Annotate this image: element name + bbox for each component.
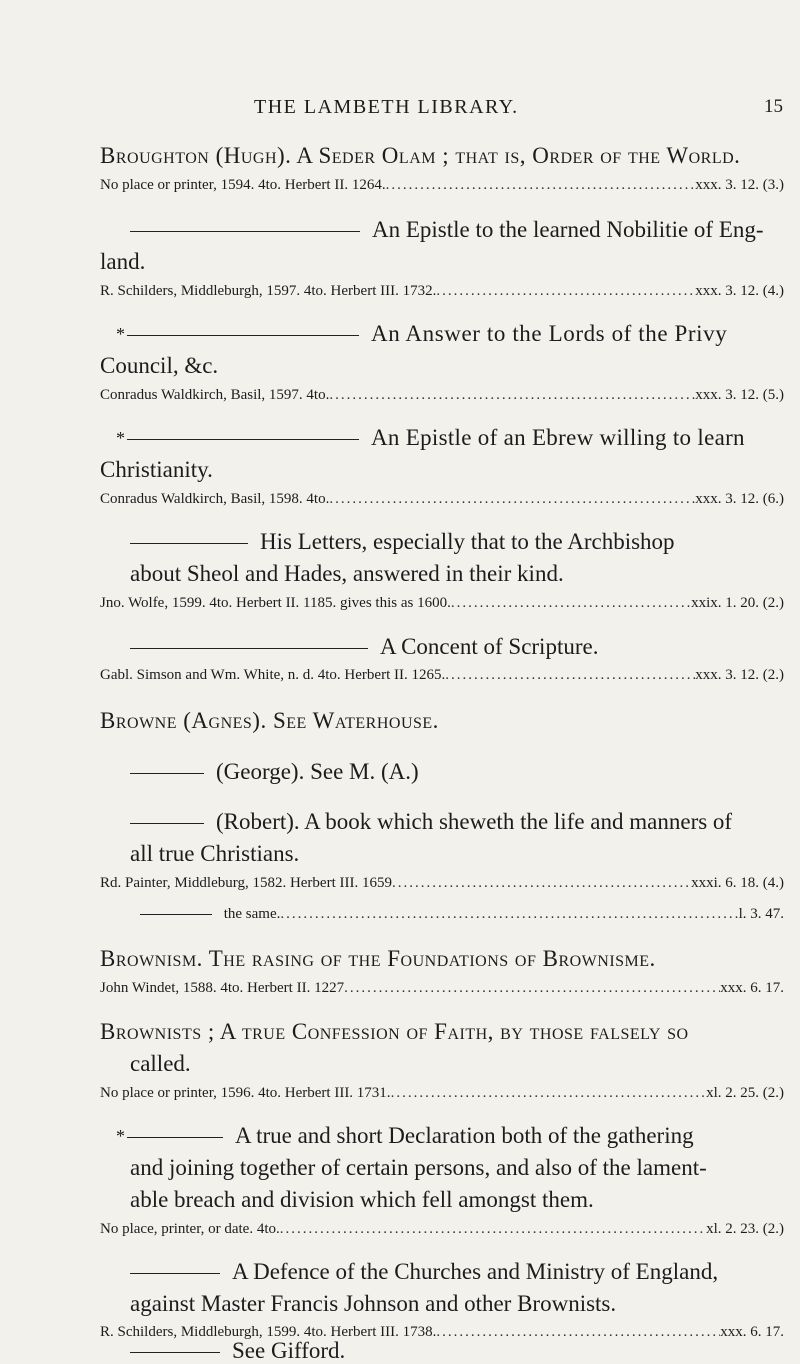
imprint-line [100,281,784,301]
leader-dots [445,665,695,685]
imprint-line [100,385,784,405]
shelfmark: xxxi. 6. 18. (4.) [691,875,784,891]
ditto-dash [130,648,368,649]
shelfmark: xxx. 3. 12. (6.) [695,491,784,507]
entry-heading [116,1120,694,1152]
entry-continuation: able breach and division which fell amongst them. [130,1187,594,1212]
ditto-dash [130,1352,220,1353]
imprint-text: No place or printer, 1594. 4to. Herbert II. 1264. [100,177,386,193]
header-title: THE LAMBETH LIBRARY. [254,96,519,118]
entry-heading [130,526,675,558]
asterisk-marker: * [116,428,125,448]
entry-heading [130,214,764,246]
imprint-line [140,904,784,924]
entry-heading [130,756,419,788]
entry-heading [130,1256,718,1288]
entry-text: (Robert). A book which sheweth the life and manners of [216,809,733,834]
entry-text: His Letters, especially that to the Archbishop [260,529,675,554]
entry-text: Broughton (Hugh). A Seder Olam ; that is, Order of the World. [100,143,741,168]
shelfmark: xxx. 3. 12. (5.) [695,387,784,403]
leader-dots [329,489,695,509]
entry-text: A Concent of Scripture. [380,634,599,659]
imprint-line [100,665,784,685]
leader-dots [280,1219,706,1239]
imprint-line [100,978,784,998]
ditto-dash [140,914,212,924]
shelfmark: xxx. 6. 17. [720,1324,784,1340]
leader-dots [344,978,720,998]
entry-heading [100,705,439,737]
imprint-line [100,1083,784,1103]
entry-text: See Gifford. [232,1338,346,1363]
ditto-dash [130,231,360,232]
entry-heading [130,806,732,838]
ditto-dash [130,773,204,774]
imprint-text: Conradus Waldkirch, Basil, 1598. 4to. [100,491,330,507]
leader-dots [436,281,695,301]
entry-continuation: Council, &c. [100,353,219,378]
entry-heading [100,943,656,975]
entry-heading [130,631,598,663]
shelfmark: xl. 2. 25. (2.) [706,1085,784,1101]
imprint-text: Jno. Wolfe, 1599. 4to. Herbert II. 1185. gives this as 1600. [100,595,451,611]
imprint-text: No place, printer, or date. 4to. [100,1221,280,1237]
entry-text: A true and short Declaration both of the gathering [235,1123,694,1148]
leader-dots [436,1322,720,1342]
imprint-text: the same. [223,906,281,922]
leader-dots [280,904,738,924]
entry-text: An Answer to the Lords of the Privy [371,321,728,346]
entry-text: Brownists ; A true Confession of Faith, by those falsely so [100,1019,689,1044]
ditto-dash [127,439,359,440]
entry-text: (George). See M. (A.) [216,759,419,784]
shelfmark: xxx. 6. 17. [720,980,784,996]
entry-heading [100,1016,689,1048]
shelfmark: l. 3. 47. [738,906,784,922]
entry-continuation: about Sheol and Hades, answered in their kind. [130,561,564,586]
entry-text: A Defence of the Churches and Ministry of England, [232,1259,719,1284]
imprint-text: R. Schilders, Middleburgh, 1597. 4to. Herbert III. 1732. [100,283,437,299]
leader-dots [451,593,691,613]
shelfmark: xxx. 3. 12. (4.) [695,283,784,299]
shelfmark: xxix. 1. 20. (2.) [691,595,784,611]
entry-text: An Epistle of an Ebrew willing to learn [371,425,745,450]
entry-heading [130,1338,345,1364]
leader-dots [392,873,691,893]
page-number: 15 [764,96,783,117]
imprint-line [100,593,784,613]
leader-dots [386,175,696,195]
entry-text: An Epistle to the learned Nobilitie of Eng- [372,217,764,242]
entry-continuation: Christianity. [100,457,213,482]
entry-text: Browne (Agnes). See Waterhouse. [100,708,439,733]
imprint-text: Conradus Waldkirch, Basil, 1597. 4to. [100,387,330,403]
imprint-text: Rd. Painter, Middleburg, 1582. Herbert III. 1659 [100,875,392,891]
leader-dots [329,385,695,405]
imprint-text: Gabl. Simson and Wm. White, n. d. 4to. Herbert II. 1265. [100,667,446,683]
shelfmark: xxx. 3. 12. (3.) [695,177,784,193]
imprint-text: No place or printer, 1596. 4to. Herbert III. 1731. [100,1085,391,1101]
entry-text: Brownism. The rasing of the Foundations of Brownisme. [100,946,656,971]
entry-continuation: and joining together of certain persons, and also of the lament- [130,1155,707,1180]
imprint-text: R. Schilders, Middleburgh, 1599. 4to. Herbert III. 1738. [100,1324,437,1340]
entry-heading [116,422,745,454]
imprint-line [100,175,784,195]
ditto-dash [130,1273,220,1274]
entry-heading [116,318,727,350]
ditto-dash [127,1137,223,1138]
ditto-dash [127,335,359,336]
ditto-dash [130,543,248,544]
leader-dots [391,1083,707,1103]
imprint-line [100,873,784,893]
imprint-line [100,1219,784,1239]
entry-heading [100,140,740,172]
entry-continuation: all true Christians. [130,841,300,866]
asterisk-marker: * [116,324,125,344]
shelfmark: xxx. 3. 12. (2.) [695,667,784,683]
running-header [134,96,800,126]
entry-continuation: called. [130,1051,191,1076]
shelfmark: xl. 2. 23. (2.) [706,1221,784,1237]
entry-continuation: land. [100,249,146,274]
ditto-dash [130,823,204,824]
entry-continuation: against Master Francis Johnson and other Brownists. [130,1291,617,1316]
imprint-text: John Windet, 1588. 4to. Herbert II. 1227 [100,980,345,996]
asterisk-marker: * [116,1126,125,1146]
imprint-line [100,489,784,509]
